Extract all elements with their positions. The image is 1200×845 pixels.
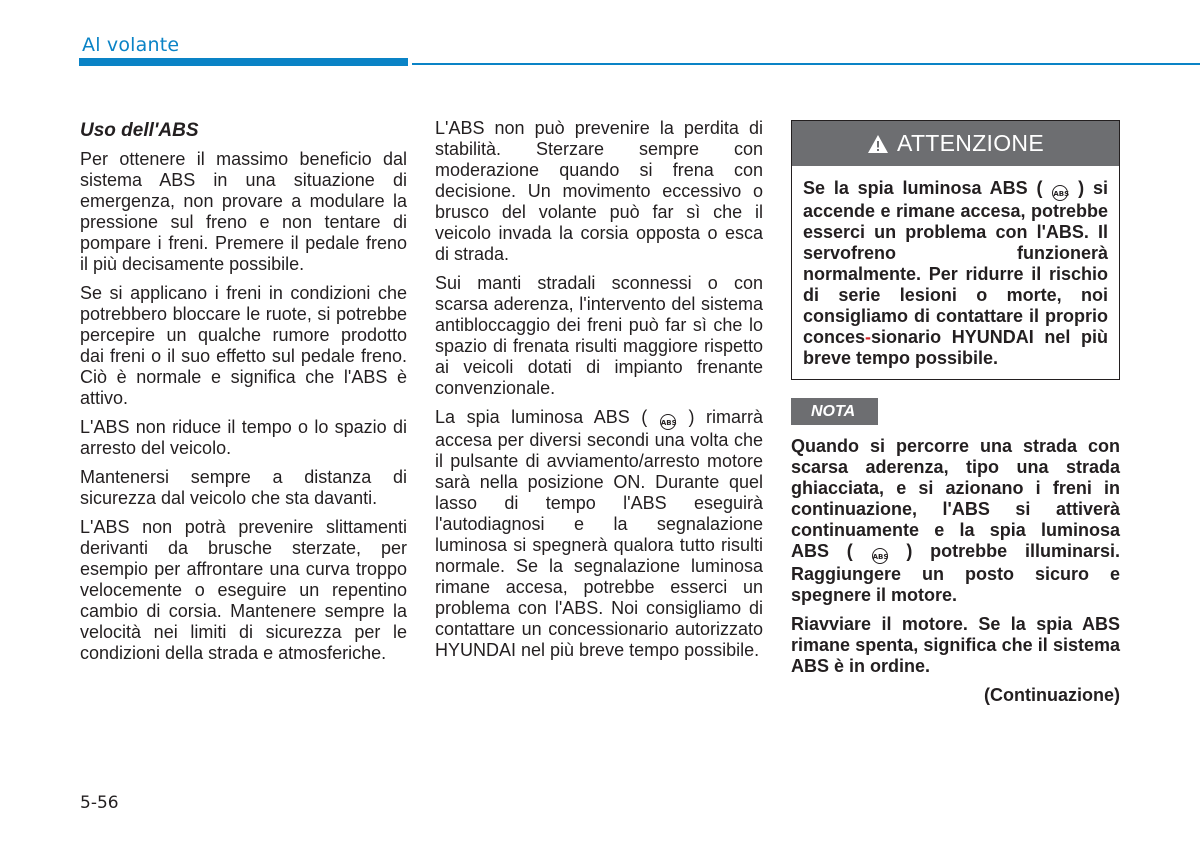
paragraph: L'ABS non può prevenire la perdita di stabilità. Sterzare sempre con moderazione quando si frena con decisione. Un movimento eccessivo o brusco del volante può far sì che il veicolo invada la corsia opposta o esca di strada. — [435, 118, 763, 264]
paragraph: Sui manti stradali sconnessi o con scarsa aderenza, l'intervento del sistema antibloccaggio dei freni può far sì che lo spazio di frenata risulti maggiore rispetto ai veicoli dotati di impianto frenante convenzionale. — [435, 273, 763, 398]
abs-warning-light-icon: ABS — [660, 414, 676, 430]
paragraph: L'ABS non potrà prevenire slittamenti derivanti da brusche sterzate, per esempio per affrontare una curva troppo velocemente o eseguire un repentino cambio di corsia. Mantenere sempre la velocità nei limiti di sicurezza per le condizioni della strada e atmosferiche. — [80, 517, 407, 663]
column-left — [80, 118, 407, 672]
column-middle — [435, 118, 763, 669]
warning-text — [792, 166, 1119, 379]
header-rule-thick — [79, 58, 408, 66]
note-paragraph: Riavviare il motore. Se la spia ABS rimane spenta, significa che il sistema ABS è in ordine. — [791, 614, 1120, 676]
text-fragment: ) rimarrà accesa per diversi secondi una volta che il pulsante di avviamento/arresto motore sarà nella posizione ON. Durante quel lasso di tempo l'ABS eseguirà l'autodiagnosi e la segnalazione luminosa si spegnerà qualora tutto risulti normale. Se la segnalazione luminosa rimane accesa, potrebbe esserci un problema con l'ABS. Noi consigliamo di contattare un concessionario autorizzato HYUNDAI nel più breve tempo possibile. — [435, 407, 763, 660]
note-paragraph — [791, 436, 1120, 606]
note-tag: NOTA — [791, 398, 878, 425]
paragraph — [435, 407, 763, 661]
text-fragment: La spia luminosa ABS ( — [435, 407, 648, 427]
text-fragment: Quando si percorre una strada con scarsa aderenza, tipo una strada ghiacciata, e si azionano i freni in continuazione, l'ABS si attiverà continuamente e la spia luminosa ABS ( — [791, 436, 1120, 561]
paragraph: Mantenersi sempre a distanza di sicurezza dal veicolo che sta davanti. — [80, 467, 407, 508]
section-title: Al volante — [82, 34, 180, 56]
text-fragment: ) si accende e rimane accesa, potrebbe esserci un problema con l'ABS. Il servofreno funzionerà normalmente. Per ridurre il rischio di serie lesioni o morte, noi consigliamo di contattare il proprio conces — [803, 178, 1108, 347]
abs-warning-light-icon: ABS — [872, 548, 888, 564]
warning-triangle-icon — [867, 134, 889, 154]
text-fragment: ) potrebbe illuminarsi. Raggiungere un posto sicuro e spegnere il motore. — [791, 541, 1120, 605]
warning-header — [792, 121, 1119, 166]
page-number: 5-56 — [80, 793, 119, 813]
column-right — [791, 120, 1120, 706]
paragraph: Per ottenere il massimo beneficio dal sistema ABS in una situazione di emergenza, non provare a modulare la pressione sul freno e non tentare di pompare i freni. Premere il pedale freno il più decisamente possibile. — [80, 149, 407, 274]
continuation-label: (Continuazione) — [984, 685, 1120, 705]
text-fragment: Se la spia luminosa ABS ( — [803, 178, 1043, 198]
paragraph: Se si applicano i freni in condizioni che potrebbero bloccare le ruote, si potrebbe percepire un qualche rumore prodotto dai freni o il suo effetto sul pedale freno. Ciò è normale e significa che l'ABS è attivo. — [80, 283, 407, 408]
hyphen-mark: - — [865, 327, 872, 347]
abs-warning-light-icon: ABS — [1052, 185, 1068, 201]
warning-box — [791, 120, 1120, 380]
header-rule-thin — [412, 63, 1200, 65]
paragraph: L'ABS non riduce il tempo o lo spazio di arresto del veicolo. — [80, 417, 407, 458]
section-heading: Uso dell'ABS — [80, 120, 199, 141]
text-fragment: sionario HYUNDAI nel più breve tempo possibile. — [803, 327, 1108, 368]
warning-title: ATTENZIONE — [897, 130, 1044, 156]
